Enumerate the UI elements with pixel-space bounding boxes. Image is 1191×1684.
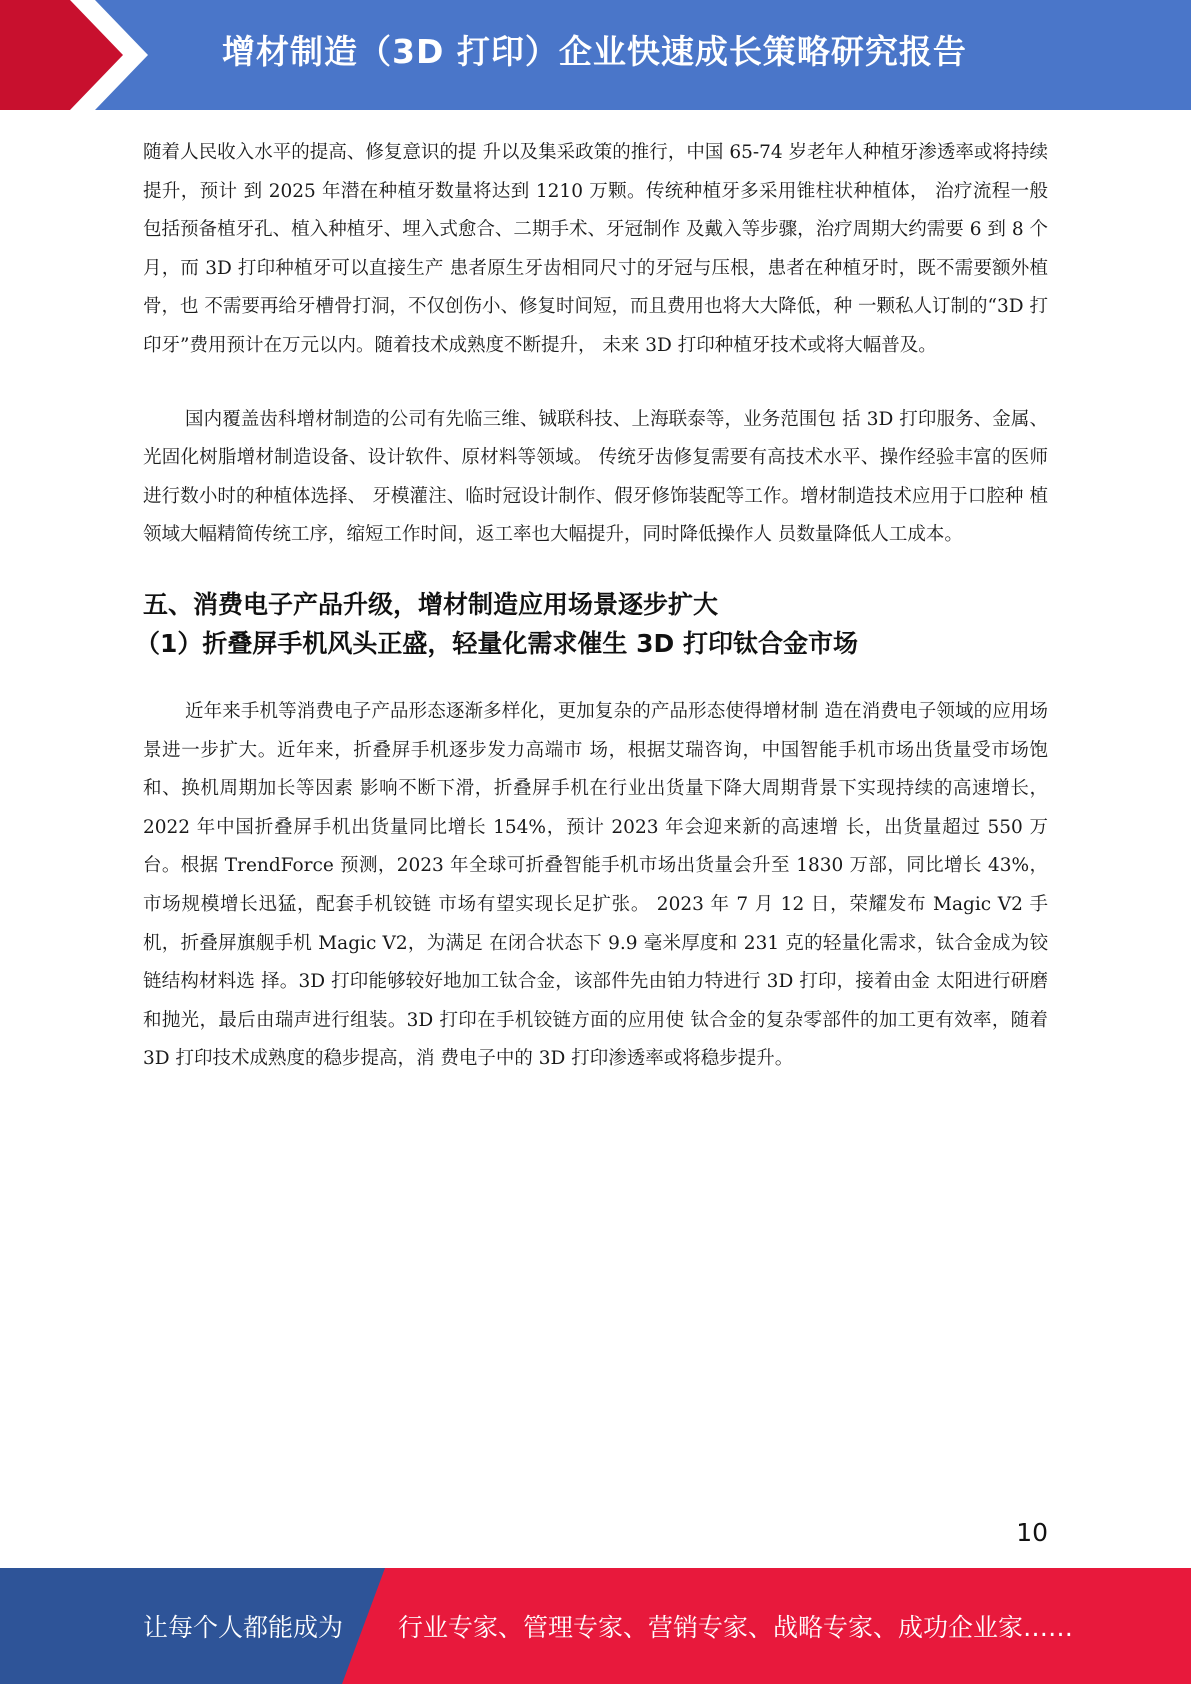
report-title: 增材制造（3D 打印）企业快速成长策略研究报告 <box>222 32 967 71</box>
footer-slogan-right: 行业专家、管理专家、营销专家、战略专家、成功企业家…… <box>398 1613 1074 1642</box>
section-heading: 五、消费电子产品升级，增材制造应用场景逐步扩大 <box>143 589 719 619</box>
paragraph-consumer-electronics: 近年来手机等消费电子产品形态逐渐多样化，更加复杂的产品形态使得增材制 造在消费电子领域的应用场景进一步扩大。近年来，折叠屏手机逐步发力高端市 场，根据艾瑞咨询，中国智能手机市场出货量受市场饱和、换机周期加长等因素 影响不断下滑，折叠屏手机在行业出货量下降大周期背景下实现持续的高速增长， 2022 年中国折叠屏手机出货量同比增长 154%，预计 2023 年会迎来新的高速增 长，出货量超过 550 万台。根据 TrendForce 预测，2023 年全球可折叠智能手机市场出货量会升至 1830 万部，同比增长 43%，市场规模增长迅猛，配套手机铰链 市场有望实现长足扩张。 2023 年 7 月 12 日，荣耀发布 Magic V2 手机，折叠屏旗舰手机 Magic V2，为满足 在闭合状态下 9.9 毫米厚度和 231 克的轻量化需求，钛合金成为铰链结构材料选 择。3D 打印能够较好地加工钛合金，该部件先由铂力特进行 3D 打印，接着由金 太阳进行研磨和抛光，最后由瑞声进行组装。3D 打印在手机铰链方面的应用使 钛合金的复杂零部件的加工更有效率，随着 3D 打印技术成熟度的稳步提高，消 费电子中的 3D 打印渗透率或将稳步提升。 <box>143 700 1048 1070</box>
page-content <box>135 134 1048 1079</box>
paragraph-dental-implants: 随着人民收入水平的提高、修复意识的提 升以及集采政策的推行，中国 65-74 岁老年人种植牙渗透率或将持续提升，预计 到 2025 年潜在种植牙数量将达到 1210 万颗。传统种植牙多采用锥柱状种植体， 治疗流程一般包括预备植牙孔、植入种植牙、埋入式愈合、二期手术、牙冠制作 及戴入等步骤，治疗周期大约需要 6 到 8 个月，而 3D 打印种植牙可以直接生产 患者原生牙齿相同尺寸的牙冠与压根，患者在种植牙时，既不需要额外植骨，也 不需要再给牙槽骨打洞，不仅创伤小、修复时间短，而且费用也将大大降低，种 一颗私人订制的“3D 打印牙”费用预计在万元以内。随着技术成熟度不断提升， 未来 3D 打印种植牙技术或将大幅普及。 <box>143 142 1048 356</box>
footer-slogan-left: 让每个人都能成为 <box>143 1613 344 1642</box>
paragraph-dental-companies: 国内覆盖齿科增材制造的公司有先临三维、铖联科技、上海联泰等，业务范围包 括 3D 打印服务、金属、光固化树脂增材制造设备、设计软件、原材料等领域。 传统牙齿修复需要有高技术水平、操作经验丰富的医师进行数小时的种植体选择、 牙模灌注、临时冠设计制作、假牙修饰装配等工作。增材制造技术应用于口腔种 植领域大幅精简传统工序，缩短工作时间，返工率也大幅提升，同时降低操作人 员数量降低人工成本。 <box>143 408 1048 546</box>
page-number: 10 <box>1016 1518 1048 1547</box>
spacer <box>143 663 1048 693</box>
footer-banner <box>0 1568 1191 1684</box>
spacer <box>143 555 1048 585</box>
header-banner <box>0 0 1191 110</box>
red-chevron-icon <box>0 0 160 110</box>
sub-heading: （1）折叠屏手机风头正盛，轻量化需求催生 3D 打印钛合金市场 <box>135 628 858 658</box>
spacer <box>143 366 1048 401</box>
